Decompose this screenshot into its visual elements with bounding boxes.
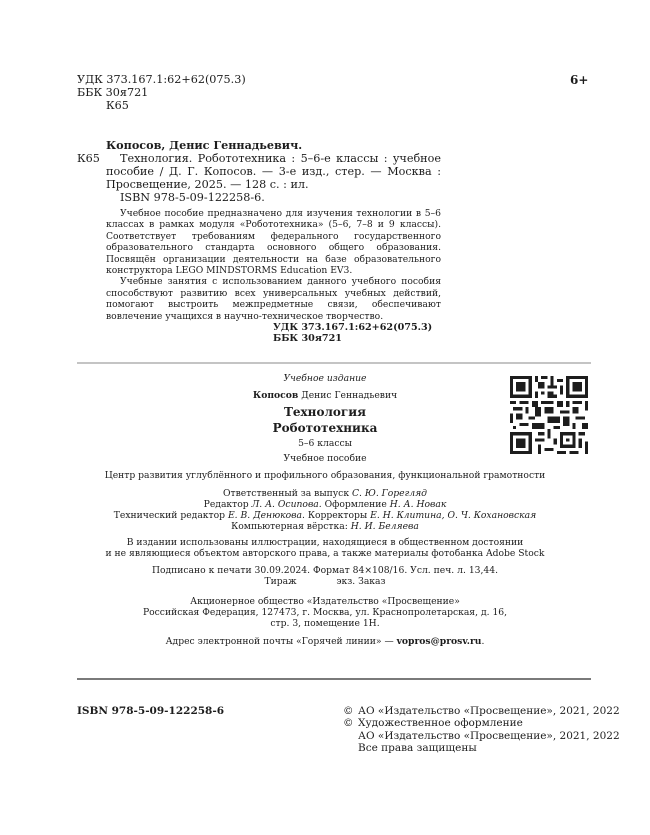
bbk-code: ББК 30я721 bbox=[77, 86, 149, 99]
illustrations-note: и не являющиеся объектом авторского права, а также материалы фотобанка Adobe Stock bbox=[105, 548, 545, 559]
sheets-value: 13,44 bbox=[468, 565, 496, 576]
copyright-block bbox=[343, 705, 620, 755]
copyright-line bbox=[343, 730, 620, 742]
publisher-name: Акционерное общество «Издательство «Просвещение» bbox=[190, 596, 460, 607]
print-details bbox=[0, 565, 650, 576]
credit-label: Компьютерная вёрстка: bbox=[231, 521, 348, 532]
annotation-paragraph: Учебные занятия с использованием данного учебного пособия способствуют развитию всех универсальных учебных действий, помогают выстроить межпредметные связи, обеспечивают вовлечение учащихся в научно-техническое творчество. bbox=[106, 276, 441, 322]
publisher-address: стр. 3, помещение 1Н. bbox=[270, 618, 380, 629]
divider bbox=[77, 362, 591, 364]
author-surname: Копосов bbox=[252, 390, 299, 401]
credit-label: Ответственный за выпуск bbox=[223, 488, 350, 499]
credit-name: С. Ю. Горегляд bbox=[351, 488, 427, 499]
rights-reserved: Все права защищены bbox=[358, 742, 477, 755]
grades: 5–6 классы bbox=[298, 438, 352, 449]
copyright-text: АО «Издательство «Просвещение», 2021, 2022 bbox=[358, 729, 620, 742]
author-mark: К65 bbox=[106, 99, 129, 112]
copyright-text: Художественное оформление bbox=[358, 717, 523, 730]
credit-line bbox=[0, 521, 650, 532]
biblio-author: Копосов, Денис Геннадьевич. bbox=[106, 138, 303, 152]
book-subtitle: Робототехника bbox=[272, 421, 378, 435]
isbn: ISBN 978-5-09-122258-6 bbox=[77, 705, 225, 717]
bibliographic-record bbox=[77, 139, 441, 345]
divider bbox=[77, 678, 591, 680]
bbk-code-end: ББК 30я721 bbox=[273, 333, 342, 345]
annotation bbox=[77, 208, 441, 322]
copyright-icon bbox=[343, 730, 358, 742]
copyright-line bbox=[343, 705, 620, 717]
illustrations-note: В издании использованы иллюстрации, находящиеся в общественном достоянии bbox=[126, 537, 524, 548]
print-run-label: Тираж bbox=[264, 576, 297, 587]
credit-name: Е. Н. Клитина, О. Ч. Кохановская bbox=[370, 510, 537, 521]
email-link[interactable]: vopros@prosv.ru bbox=[396, 636, 482, 647]
credit-label: Корректоры bbox=[307, 510, 368, 521]
udk-code-end: УДК 373.167.1:62+62(075.3) bbox=[273, 322, 433, 334]
biblio-description: Технология. Робототехника : 5–6-е классы : учебное пособие / Д. Г. Копосов. — 3-е изд., стер. — Москва : Просвещение, 2025. — 128 с. : ил. bbox=[106, 152, 441, 191]
print-run bbox=[0, 576, 650, 587]
udk-code: УДК 373.167.1:62+62(075.3) bbox=[77, 73, 246, 86]
email-label: Адрес электронной почты «Горячей линии» — bbox=[165, 636, 397, 647]
print-run-unit: экз. Заказ bbox=[336, 576, 386, 587]
qr-code-icon bbox=[510, 376, 588, 454]
format-value: 84×108/16 bbox=[352, 565, 405, 576]
credit-name: Н. А. Новак bbox=[389, 499, 447, 510]
author-name: Денис Геннадьевич bbox=[301, 390, 398, 401]
copyright-line bbox=[343, 742, 620, 754]
classification-codes bbox=[77, 73, 246, 112]
copyright-line bbox=[343, 717, 620, 729]
book-title: Технология bbox=[283, 405, 367, 419]
signed-date: 30.09.2024 bbox=[254, 565, 308, 576]
credit-label: Редактор bbox=[203, 499, 249, 510]
credit-name: Е. В. Денюкова bbox=[227, 510, 302, 521]
sheets-label: . Усл. печ. л. bbox=[404, 565, 469, 576]
punct: . bbox=[481, 636, 485, 647]
credit-label: Оформление bbox=[324, 499, 387, 510]
copyright-icon: © bbox=[343, 717, 354, 730]
format-label: . Формат bbox=[307, 565, 353, 576]
annotation-paragraph: Учебное пособие предназначено для изучения технологии в 5–6 классах в рамках модуля «Робототехника» (5–6, 7–8 и 9 классы). Соответствует требованиям федерального государственного образовательного стандарта основного общего образования. Посвящён организации деятельности на базе образовательного конструктора LEGO MINDSTORMS Education EV3. bbox=[106, 208, 441, 277]
publisher-address: Российская Федерация, 127473, г. Москва, ул. Краснопролетарская, д. 16, bbox=[142, 607, 508, 618]
book-type: Учебное пособие bbox=[283, 453, 367, 464]
credit-line: Редактор Л. А. Осипова. Оформление Н. А. Новак bbox=[203, 499, 447, 510]
credit-name: Л. А. Осипова bbox=[251, 499, 319, 510]
age-rating: 6+ bbox=[570, 73, 589, 87]
edition-type: Учебное издание bbox=[283, 373, 367, 384]
credit-line: Технический редактор Е. В. Денюкова. Корректоры Е. Н. Клитина, О. Ч. Кохановская bbox=[113, 510, 537, 521]
copyright-text: АО «Издательство «Просвещение», 2021, 2022 bbox=[358, 705, 620, 717]
hotline-email bbox=[0, 636, 650, 647]
credit-label: Технический редактор bbox=[113, 510, 226, 521]
signed-label: Подписано к печати bbox=[151, 565, 255, 576]
copyright-icon bbox=[343, 742, 358, 754]
biblio-code: К65 bbox=[77, 152, 100, 165]
punct: . bbox=[495, 565, 499, 576]
center-name: Центр развития углублённого и профильного образования, функциональной грамотности bbox=[104, 470, 546, 481]
copyright-icon: © bbox=[343, 705, 354, 717]
credit-name: Н. И. Беляева bbox=[350, 521, 419, 532]
credit-line bbox=[0, 488, 650, 499]
biblio-isbn: ISBN 978-5-09-122258-6. bbox=[120, 191, 265, 204]
